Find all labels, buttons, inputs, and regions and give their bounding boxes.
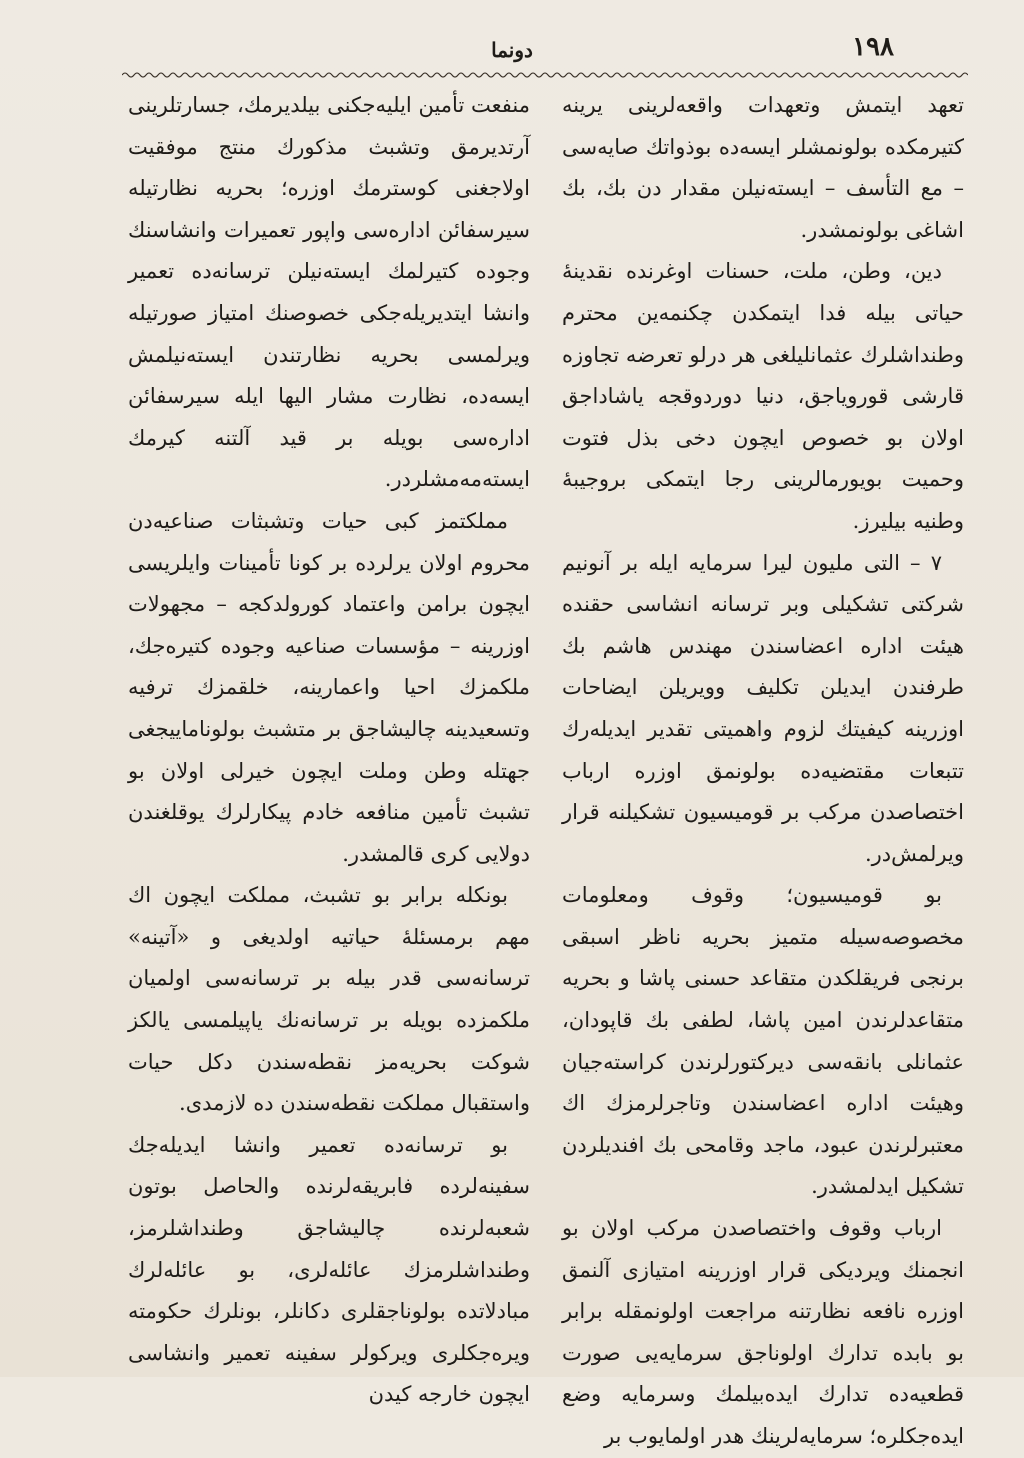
paragraph: بو قومیسیون؛ وقوف ومعلومات مخصوصه‌سیله متمیز بحریه ناظر اسبقی برنجی فریقلکدن متقاعد حسنی پاشا و بحریه متقاعدلرندن امین پاشا، لطفی بك قاپودان، عثمانلی بانقه‌سی دیرکتورلرندن کراسته‌جیان وهیئت اداره اعضاسندن وتاجرلرمزك اك معتبرلرندن عبود، ماجد وقامحی بك افندیلردن تشکیل ایدلمشدر.	[562, 883, 964, 1199]
paragraph: ارباب وقوف واختصاصدن مرکب اولان بو انجمنك ویردیکی قرار اوزرینه امتیازی آلنمق اوزره نافعه نظارتنه مراجعت اولونمقله برابر بو بابده تدارك اولوناجق سرمایه‌یی صورت قطعیه‌ده تدارك ایده‌بیلمك وسرمایه وضع ایده‌جکلره؛ سرمایه‌لرینك هدر اولمایوب بر	[562, 1216, 964, 1448]
running-title: دونما	[491, 38, 533, 62]
page-number: ۱۹۸	[852, 32, 894, 62]
paragraph: دین، وطن، ملت، حسنات اوغرنده نقدینهٔ حیاتی بیله فدا ایتمکدن چکنمه‌ین محترم وطنداشلرك عثمانلیلغی هر درلو تعرضه تجاوزه قارشی قورویاجق، دنیا دوردوقجه یاشاداجق اولان بو خصوص ایچون دخی بذل فتوت وحمیت بویورمالرینی رجا ایتمکی بروجیبهٔ وطنیه بیلیرز.	[562, 259, 964, 533]
right-column	[562, 85, 964, 1448]
text-columns	[128, 85, 964, 1448]
paragraph: مملکتمز کبی حیات وتشبثات صناعیه‌دن محروم اولان یرلرده بر کونا تأمینات وایلریسی ایچون برامن واعتماد کورولدکجه – مجهولات اوزرینه – مؤسسات صناعیه وجوده کتیره‌جك، ملکمزك احیا واعمارینه، خلقمزك ترفیه وتسعیدینه چالیشاجق بر متشبث بولوناماییجغی جهتله وطن وملت ایچون خیرلی اولان بو تشبث تأمین منافعه خادم پیکارلرك یوقلغندن دولایی کری قالمشدر.	[128, 508, 530, 866]
paragraph: بو ترسانه‌ده تعمیر وانشا ایدیله‌جك سفینه‌لرده فابریقه‌لرنده والحاصل بوتون شعبه‌لرنده چالیشاجق وطنداشلرمز، وطنداشلرمزك عائله‌لری، بو عائله‌لرك مبادلاتده بولوناجقلری دکانلر، بونلرك حکومته ویره‌جکلری ویرکولر سفینه تعمیر وانشاسی ایچون خارجه کیدن	[128, 1132, 530, 1407]
page-header	[130, 32, 894, 72]
left-column	[128, 85, 530, 1407]
paragraph: بونکله برابر بو تشبث، مملکت ایچون اك مهم برمسئلهٔ حیاتیه اولدیغی و «آتینه» ترسانه‌سی قدر بیله بر ترسانه‌سی اولمیان ملکمزده بویله بر ترسانه‌نك یاپیلمسی یالکز شوکت بحریه‌مز نقطه‌سندن دکل حیات واستقبال مملکت نقطه‌سندن ده لازمدی.	[128, 883, 530, 1116]
paragraph: ٧ – التی ملیون لیرا سرمایه ایله بر آنونیم شرکتی تشکیلی وبر ترسانه انشاسی حقنده هیئت اداره اعضاسندن مهندس هاشم بك طرفندن ایدیلن تکلیف وویریلن ایضاحات اوزرینه کیفیتك لزوم واهمیتی تقدیر ایدیله‌رك تتبعات مقتضیه‌ده بولونمق اوزره ارباب اختصاصدن مرکب بر قومیسیون تشکیلنه قرار ویرلمش‌در.	[562, 550, 964, 866]
paragraph: تعهد ایتمش وتعهدات واقعه‌لرینی یرینه کتیرمکده بولونمشلر ایسه‌ده بوذواتك صایه‌سی – مع التأسف – ایسته‌نیلن مقدار دن بك، بك اشاغی بولونمشدر.	[562, 93, 964, 242]
paragraph: منفعت تأمین ایلیه‌جکنی بیلدیرمك، جسارتلرینی آرتدیرمق وتشبث مذکورك منتج موفقیت اولاجغنی کوسترمك اوزره؛ بحریه نظارتیله سیرسفائن اداره‌سی واپور تعمیرات وانشاسنك وجوده کتیرلمك ایسته‌نیلن ترسانه‌ده تعمیر وانشا ایتدیریله‌جکی خصوصنك امتیاز صورتیله ویرلمسی بحریه نظارتندن ایسته‌نیلمش ایسه‌ده، نظارت مشار الیها ایله سیرسفائن اداره‌سی بویله بر قید آلتنه کیرمك ایسته‌مه‌مشلردر.	[128, 93, 530, 492]
header-wavy-rule	[122, 70, 968, 80]
